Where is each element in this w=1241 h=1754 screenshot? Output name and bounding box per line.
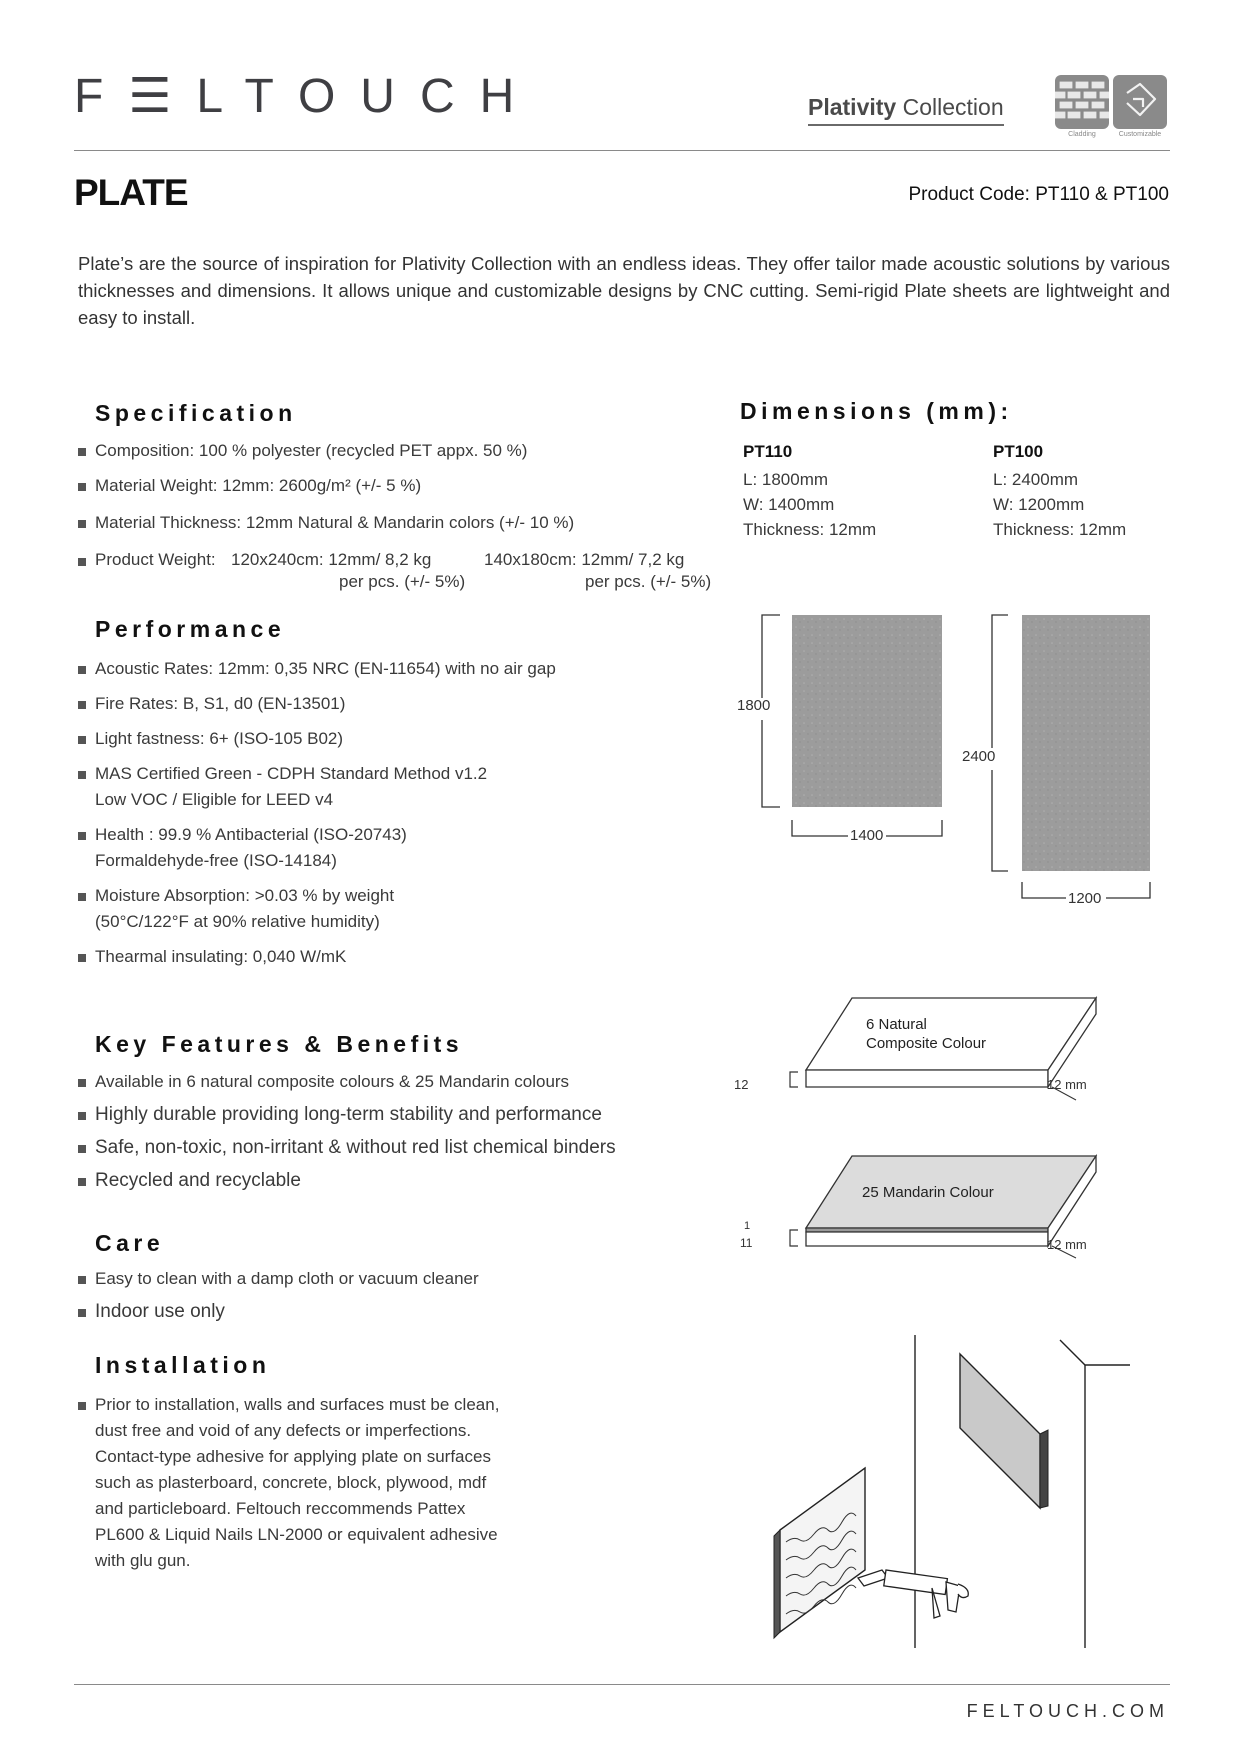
dimension-width: W: 1200mm <box>993 495 1085 514</box>
performance-item <box>78 656 718 682</box>
slab1-left-label: 12 <box>734 1077 749 1092</box>
product-code: Product Code: PT110 & PT100 <box>908 184 1169 205</box>
performance-item <box>78 691 718 717</box>
panel-diagrams <box>730 600 1170 930</box>
slab2-caption: 25 Mandarin Colour <box>862 1184 994 1201</box>
specification-heading: Specification <box>95 400 297 426</box>
mounted-panel <box>960 1354 1048 1508</box>
performance-line: Moisture Absorption: >0.03 % by weight <box>95 886 395 905</box>
pt100-height-label: 2400 <box>962 748 996 765</box>
collection-name-bold: Plativity <box>808 94 897 120</box>
customizable-label: Customizable <box>1118 131 1162 138</box>
panel-pt110 <box>792 615 942 807</box>
slab1-line1: 6 Natural <box>866 1016 927 1033</box>
slab1-left-bracket <box>790 1072 798 1087</box>
slab2-left-top-label: 1 <box>744 1220 751 1232</box>
header-rule <box>74 150 1170 151</box>
performance-item <box>78 726 718 752</box>
performance-heading: Performance <box>95 616 286 642</box>
slab2-left-bracket <box>790 1230 798 1246</box>
collection-name-rest: Collection <box>896 94 1004 120</box>
performance-line: MAS Certified Green - CDPH Standard Method v1.2 <box>95 764 488 783</box>
spec-item: Composition: 100 % polyester (recycled PET appx. 50 %) <box>78 438 718 464</box>
installation-illustration <box>760 1330 1170 1650</box>
dimension-code: PT100 <box>993 442 1044 461</box>
performance-line: Thearmal insulating: 0,040 W/mK <box>95 947 347 966</box>
installation-text: Prior to installation, walls and surfaces must be clean, dust free and void of any defects or imperfections. Contact-type adhesive for applying plate on surfaces such as plasterboard, concrete, block, plywood, mdf and particleboard. Feltouch reccommends Pattex PL600 & Liquid Nails LN-2000 or equivalent adhesive with glu gun. <box>78 1392 518 1574</box>
dimension-thickness: Thickness: 12mm <box>743 520 877 539</box>
care-item: Easy to clean with a damp cloth or vacuum cleaner <box>78 1266 718 1292</box>
customizable-icon <box>1113 75 1167 129</box>
customizable-badge <box>1113 75 1167 129</box>
care-heading: Care <box>95 1230 165 1256</box>
slab1-line2: Composite Colour <box>866 1035 987 1052</box>
cladding-icon <box>1055 75 1109 129</box>
panel-pt100 <box>1022 615 1150 871</box>
feature-item: Highly durable providing long-term stability and performance <box>78 1102 738 1128</box>
dimension-length: L: 2400mm <box>993 470 1079 489</box>
slab1-caption <box>866 1015 986 1053</box>
dimensions-pt110 <box>743 442 876 542</box>
care-item: Indoor use only <box>78 1299 718 1325</box>
performance-line: Light fastness: 6+ (ISO-105 B02) <box>95 729 344 748</box>
performance-list <box>78 656 718 970</box>
performance-item <box>78 944 718 970</box>
bullet <box>78 558 86 566</box>
performance-line: Low VOC / Eligible for LEED v4 <box>95 790 334 809</box>
slab2-left-bottom-label: 11 <box>740 1236 753 1250</box>
dimension-thickness: Thickness: 12mm <box>993 520 1127 539</box>
pt110-height-label: 1800 <box>737 697 771 714</box>
weight-b-line1: 140x180cm: 12mm/ 7,2 kg <box>484 550 685 569</box>
features-heading: Key Features & Benefits <box>95 1031 464 1057</box>
product-title: PLATE <box>74 172 188 213</box>
brand-logo: F☰LTOUCH <box>74 70 540 123</box>
care-list <box>78 1266 718 1325</box>
performance-line: (50°C/122°F at 90% relative humidity) <box>95 912 380 931</box>
dimension-width: W: 1400mm <box>743 495 835 514</box>
height-bracket <box>992 615 1008 871</box>
feature-item: Available in 6 natural composite colours & 25 Mandarin colours <box>78 1069 738 1095</box>
performance-item <box>78 883 718 935</box>
performance-line: Formaldehyde-free (ISO-14184) <box>95 851 337 870</box>
spec-item: Material Thickness: 12mm Natural & Mandarin colors (+/- 10 %) <box>78 510 718 536</box>
cladding-badge <box>1055 75 1109 129</box>
installation-heading: Installation <box>95 1352 271 1378</box>
dimensions-heading: Dimensions (mm): <box>740 398 1013 424</box>
cladding-label: Cladding <box>1068 131 1096 138</box>
features-list <box>78 1069 738 1194</box>
performance-item <box>78 761 718 813</box>
feature-item: Recycled and recyclable <box>78 1168 738 1194</box>
slab1-right-label: 12 mm <box>1047 1077 1087 1092</box>
feature-item: Safe, non-toxic, non-irritant & without red list chemical binders <box>78 1135 738 1161</box>
pt110-width-label: 1400 <box>850 827 884 844</box>
performance-item <box>78 822 718 874</box>
footer-rule <box>74 1684 1170 1685</box>
slab1-front <box>806 1070 1048 1087</box>
specification-list <box>78 438 718 545</box>
slab2-right-label: 12 mm <box>1047 1237 1087 1252</box>
performance-line: Acoustic Rates: 12mm: 0,35 NRC (EN-11654) with no air gap <box>95 659 556 678</box>
installation-list <box>78 1392 518 1574</box>
weight-b-line2: per pcs. (+/- 5%) <box>585 572 712 591</box>
dimensions-pt100 <box>993 442 1126 542</box>
footer-url[interactable]: FELTOUCH.COM <box>966 1701 1169 1721</box>
weight-a-line1: 120x240cm: 12mm/ 8,2 kg <box>231 550 432 569</box>
product-weight <box>78 548 758 598</box>
panel-with-adhesive <box>774 1468 865 1638</box>
collection-name <box>808 94 1004 126</box>
glue-gun-icon <box>858 1570 968 1618</box>
spec-item: Material Weight: 12mm: 2600g/m² (+/- 5 %) <box>78 473 718 499</box>
performance-line: Fire Rates: B, S1, d0 (EN-13501) <box>95 694 346 713</box>
dimension-code: PT110 <box>743 442 793 461</box>
dimension-length: L: 1800mm <box>743 470 829 489</box>
weight-label: Product Weight: <box>95 550 216 569</box>
performance-line: Health : 99.9 % Antibacterial (ISO-20743) <box>95 825 407 844</box>
pt100-width-label: 1200 <box>1068 890 1102 907</box>
wall-corner <box>1060 1340 1130 1365</box>
slab2-front <box>806 1232 1048 1246</box>
intro-paragraph: Plate’s are the source of inspiration for Plativity Collection with an endless ideas. They offer tailor made acoustic solutions by various thicknesses and dimensions. It allows unique and customizable designs by CNC cutting. Semi-rigid Plate sheets are lightweight and easy to install. <box>78 253 1170 328</box>
weight-a-line2: per pcs. (+/- 5%) <box>339 572 466 591</box>
